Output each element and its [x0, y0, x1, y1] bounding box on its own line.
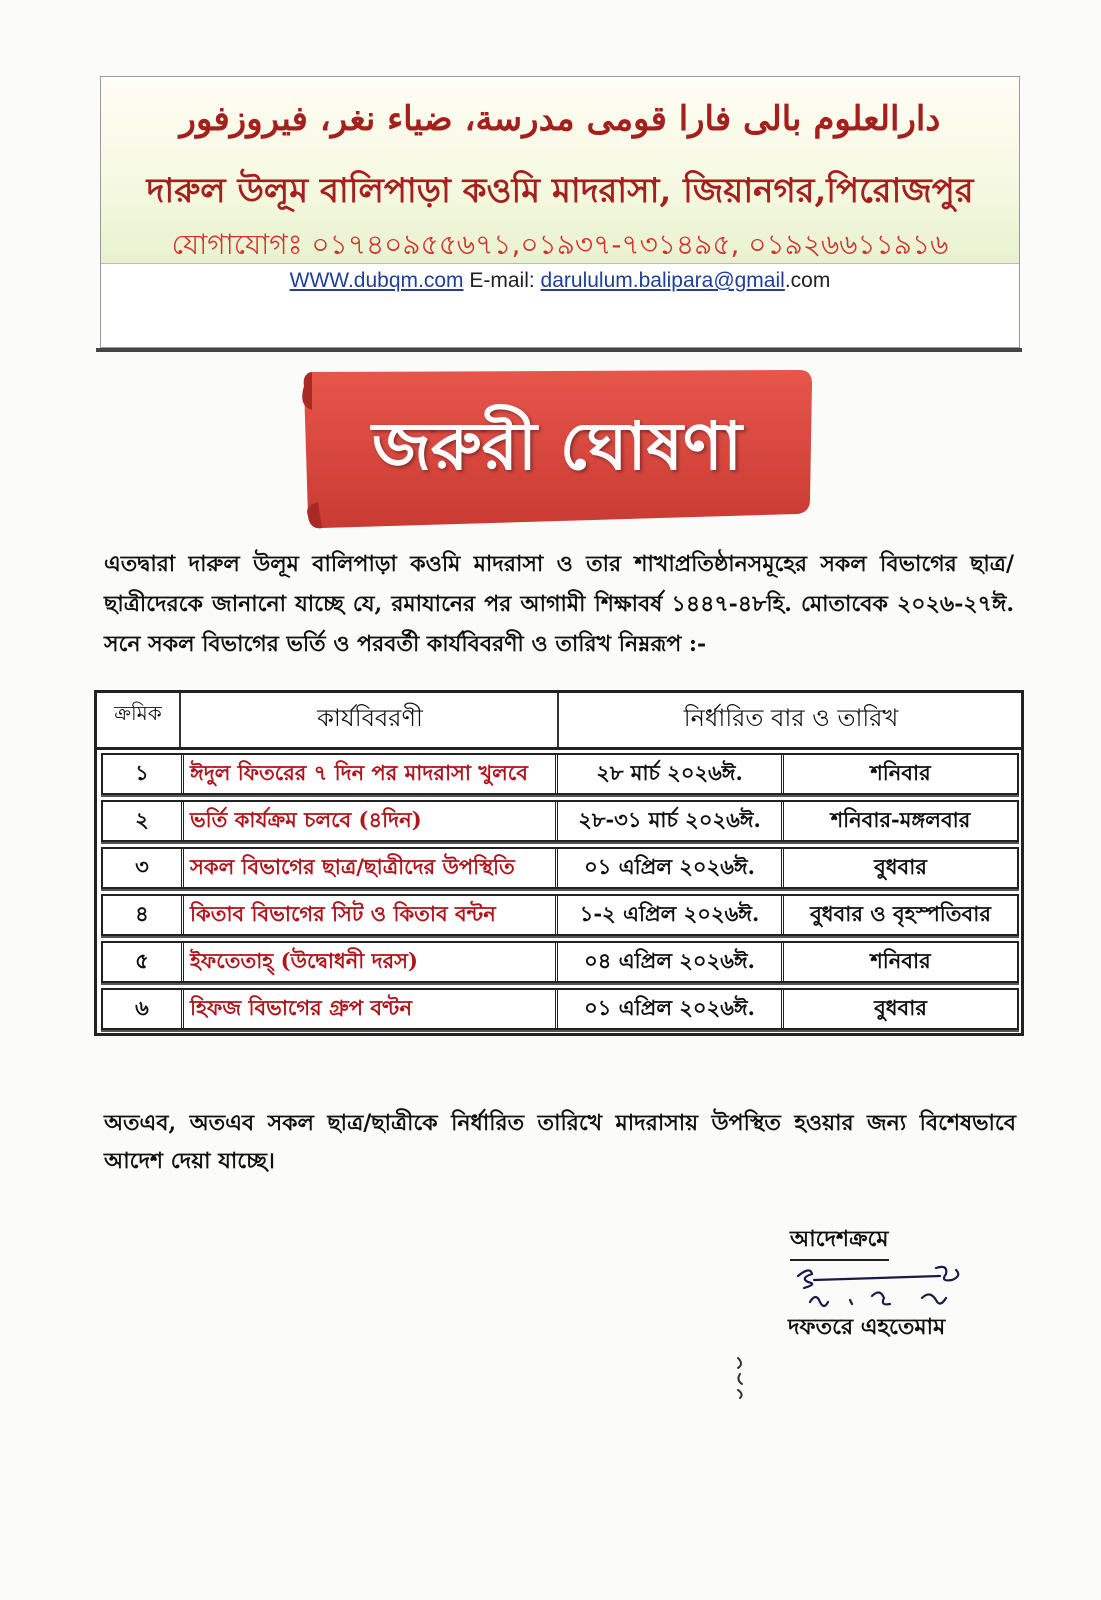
web-line — [101, 269, 1019, 293]
row-serial: ২ — [135, 806, 149, 832]
table-row — [101, 894, 1019, 936]
header-task: কার্যবিবরণী — [179, 693, 559, 747]
row-day: শনিবার-মঙ্গলবার — [781, 802, 1017, 840]
email-tld: .com — [784, 269, 831, 292]
row-day: শনিবার — [781, 943, 1017, 981]
row-task: কিতাব বিভাগের সিট ও কিতাব বন্টন — [181, 896, 555, 934]
row-day: শনিবার — [781, 755, 1017, 793]
header-date: নির্ধারিত বার ও তারিখ — [557, 693, 1023, 747]
row-date: ০১ এপ্রিল ২০২৬ঈ. — [555, 849, 781, 887]
row-date: ০১ এপ্রিল ২০২৬ঈ. — [555, 990, 781, 1028]
row-serial: ৫ — [135, 947, 149, 973]
row-serial: ৬ — [135, 994, 149, 1020]
row-serial: ৩ — [135, 853, 149, 879]
letterhead — [100, 76, 1020, 348]
row-task: ঈদুল ফিতরের ৭ দিন পর মাদরাসা খুলবে — [181, 755, 555, 793]
announcement-banner — [298, 366, 816, 532]
row-task: ভর্তি কার্যক্রম চলবে (৪দিন) — [181, 802, 555, 840]
pen-mark — [732, 1356, 752, 1400]
row-task: ইফতেতাহ্ (উদ্বোধনী দরস) — [181, 943, 555, 981]
email-label: E-mail: — [469, 269, 535, 292]
order-label: আদেশক্রমে — [790, 1222, 889, 1261]
contact-numbers: ০১৭৪০৯৫৫৬৭১,০১৯৩৭-৭৩১৪৯৫, ০১৯২৬৬১১৯১৬ — [311, 228, 949, 261]
table-row — [101, 941, 1019, 983]
row-date: ২৮ মার্চ ২০২৬ঈ. — [555, 755, 781, 793]
table-row — [101, 988, 1019, 1030]
row-day: বুধবার — [781, 849, 1017, 887]
intro-paragraph: এতদ্বারা দারুল উলূম বালিপাড়া কওমি মাদরাসা ও তার শাখাপ্রতিষ্ঠানসমূহের সকল বিভাগের ছাত্র/ছাত্রীদেরকে জানানো যাচ্ছে যে, রমাযানের পর আগামী শিক্ষাবর্ষ ১৪৪৭-৪৮হি. মোতাবেক ২০২৬-২৭ঈ. সনে সকল বিভাগের ভর্তি ও পরবর্তী কার্যবিবরণী ও তারিখ নিম্নরূপ :- — [104, 551, 1014, 657]
row-task: সকল বিভাগের ছাত্র/ছাত্রীদের উপস্থিতি — [181, 849, 555, 887]
letterhead-divider — [101, 263, 1019, 264]
row-serial: ১ — [135, 759, 149, 785]
row-date: ২৮-৩১ মার্চ ২০২৬ঈ. — [555, 802, 781, 840]
row-date: ০৪ এপ্রিল ২০২৬ঈ. — [555, 943, 781, 981]
schedule-table — [94, 690, 1024, 1036]
email-link[interactable]: darululum.balipara@gmail — [540, 269, 785, 292]
banner-title: জরুরী ঘোষণা — [372, 407, 742, 485]
office-label: দফতরে এহতেমাম — [788, 1314, 946, 1340]
institution-name-bangla: দারুল উলূম বালিপাড়া কওমি মাদরাসা, জিয়ানগর,পিরোজপুর — [146, 171, 974, 211]
institution-name-arabic: دارالعلوم بالى فارا قومى مدرسة، ضياء نغر، فيروزفور — [179, 99, 941, 139]
header-serial: ক্রমিক — [114, 701, 162, 725]
website-link[interactable]: WWW.dubqm.com — [289, 269, 464, 292]
table-row — [101, 753, 1019, 795]
row-serial: ৪ — [135, 900, 149, 926]
closing-paragraph: অতএব, অতএব সকল ছাত্র/ছাত্রীকে নির্ধারিত তারিখে মাদরাসায় উপস্থিত হওয়ার জন্য বিশেষভাবে আদেশ দেয়া যাচ্ছে। — [104, 1110, 1016, 1174]
handwritten-signature — [790, 1262, 980, 1314]
contact-label: যোগাযোগঃ — [171, 228, 303, 261]
row-day: বুধবার — [781, 990, 1017, 1028]
letterhead-shadow — [96, 348, 1022, 352]
table-row — [101, 800, 1019, 842]
table-header — [97, 693, 1021, 750]
row-day: বুধবার ও বৃহস্পতিবার — [781, 896, 1017, 934]
table-row — [101, 847, 1019, 889]
row-task: হিফজ বিভাগের গ্রুপ বণ্টন — [181, 990, 555, 1028]
row-date: ১-২ এপ্রিল ২০২৬ঈ. — [555, 896, 781, 934]
